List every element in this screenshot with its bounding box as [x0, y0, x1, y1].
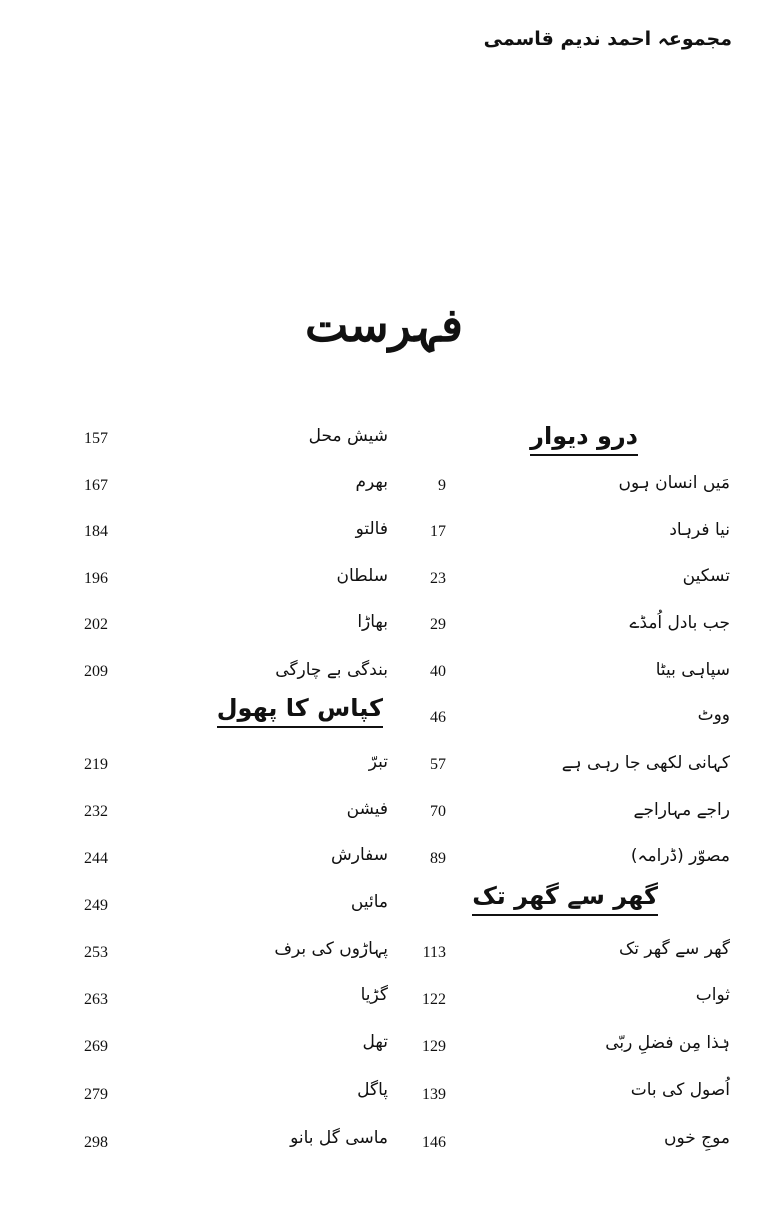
toc-entry-page: 89 — [430, 850, 446, 867]
toc-entry-page: 146 — [422, 1134, 446, 1151]
toc-entry-page: 139 — [422, 1086, 446, 1103]
toc-entry-page: 29 — [430, 616, 446, 633]
toc-entry-page: 196 — [84, 570, 108, 587]
toc-entry-title: گھر سے گھر تک — [619, 939, 730, 959]
toc-entry-title: تھل — [362, 1032, 388, 1052]
toc-entry-title: مائیں — [350, 892, 388, 912]
toc-entry-page: 209 — [84, 663, 108, 680]
toc-entry-page: 129 — [422, 1038, 446, 1055]
toc-entry-title: مصوّر (ڈرامہ) — [630, 846, 730, 866]
section-heading-ghar-se-ghar-tak: گھر سے گھر تک — [472, 882, 658, 916]
toc-entry-title: ماسی گل بانو — [290, 1128, 388, 1148]
toc-entry-title: ثواب — [695, 985, 730, 1005]
toc-entry-title: فالتو — [355, 519, 388, 539]
toc-entry-title: جب بادل اُمڈے — [629, 613, 730, 633]
toc-entry-title: راجے مہاراجے — [633, 800, 730, 820]
toc-entry-title: موجِ خوں — [663, 1128, 730, 1148]
toc-entry-title: پاگل — [357, 1080, 388, 1100]
toc-entry-title: کہانی لکھی جا رہی ہے — [561, 753, 730, 773]
book-header: مجموعہ احمد ندیم قاسمی — [483, 28, 732, 50]
toc-entry-title: بھرم — [355, 472, 388, 492]
toc-entry-page: 202 — [84, 616, 108, 633]
toc-entry-title: فیشن — [346, 799, 388, 819]
toc-entry-title: سپاہی بیٹا — [655, 660, 730, 680]
toc-entry-title: شیش محل — [308, 426, 388, 446]
toc-entry-title: سفارش — [331, 845, 388, 865]
toc-entry-page: 184 — [84, 523, 108, 540]
toc-entry-title: بندگی بے چارگی — [275, 660, 388, 680]
toc-entry-page: 269 — [84, 1038, 108, 1055]
toc-entry-page: 253 — [84, 944, 108, 961]
toc-entry-page: 46 — [430, 709, 446, 726]
toc-entry-page: 263 — [84, 991, 108, 1008]
page-title: فہرست — [304, 298, 464, 352]
toc-entry-title: پہاڑوں کی برف — [274, 939, 388, 959]
section-heading-kapas-ka-phool: کپاس کا پھول — [217, 694, 383, 728]
toc-entry-page: 122 — [422, 991, 446, 1008]
toc-entry-title: تبرّ — [368, 752, 388, 772]
toc-entry-page: 157 — [84, 430, 108, 447]
toc-entry-page: 40 — [430, 663, 446, 680]
toc-entry-title: گڑیا — [360, 985, 388, 1005]
toc-entry-title: سلطان — [336, 566, 388, 586]
toc-entry-page: 244 — [84, 850, 108, 867]
toc-entry-title: مَیں انسان ہوں — [618, 473, 730, 493]
toc-entry-page: 167 — [84, 477, 108, 494]
toc-entry-page: 70 — [430, 803, 446, 820]
toc-entry-page: 298 — [84, 1134, 108, 1151]
toc-entry-title: ووٹ — [697, 705, 730, 725]
toc-entry-page: 219 — [84, 756, 108, 773]
toc-entry-title: بھاڑا — [357, 612, 388, 632]
toc-entry-page: 279 — [84, 1086, 108, 1103]
toc-entry-page: 23 — [430, 570, 446, 587]
toc-entry-title: ہٰذا مِن فضلِ ربّی — [605, 1033, 730, 1053]
toc-entry-title: نیا فرہاد — [669, 520, 730, 540]
toc-entry-page: 57 — [430, 756, 446, 773]
toc-entry-page: 232 — [84, 803, 108, 820]
toc-entry-page: 113 — [422, 944, 446, 961]
toc-entry-page: 17 — [430, 523, 446, 540]
toc-entry-page: 249 — [84, 897, 108, 914]
toc-entry-page: 9 — [438, 477, 446, 494]
toc-entry-title: اُصول کی بات — [630, 1080, 730, 1100]
section-heading-dar-o-deewar: درو دیوار — [530, 422, 638, 456]
toc-entry-title: تسکین — [682, 566, 730, 586]
